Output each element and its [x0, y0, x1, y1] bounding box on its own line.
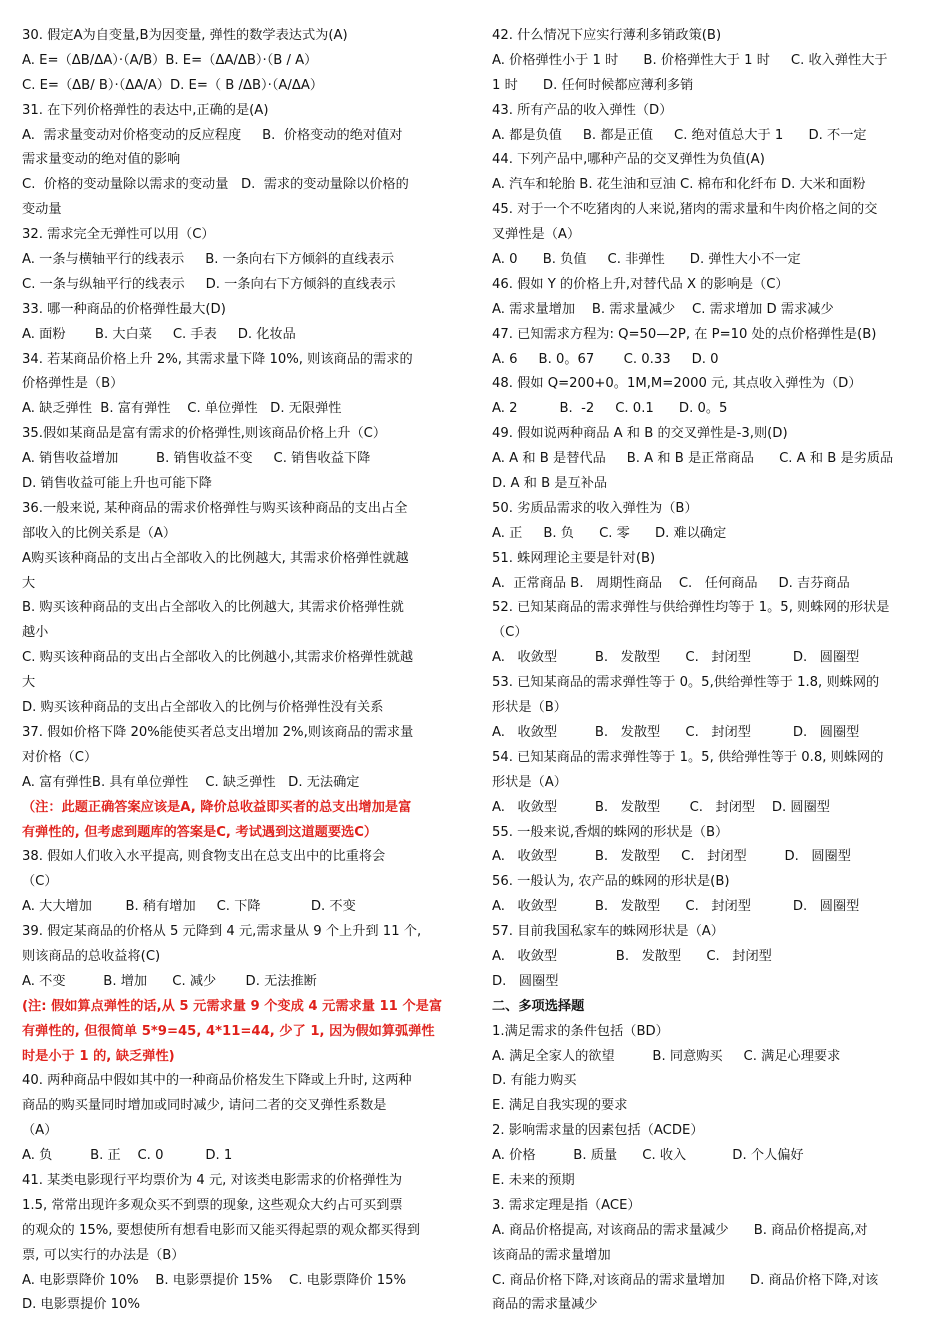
text-line: 55. 一般来说,香烟的蛛网的形状是（B）	[492, 824, 729, 840]
text-line: D. 电影票提价 10%	[22, 1297, 140, 1313]
text-line: 1.满足需求的条件包括（BD）	[492, 1023, 669, 1039]
text-line: A. 负 B. 正 C. 0 D. 1	[22, 1148, 233, 1164]
text-line: D. 购买该种商品的支出占全部收入的比例与价格弹性没有关系	[22, 700, 384, 716]
text-line: E. 满足自我实现的要求	[492, 1098, 628, 1114]
text-line: 部收入的比例关系是（A）	[22, 525, 177, 541]
text-line: 45. 对于一个不吃猪肉的人来说,猪肉的需求量和牛肉价格之间的交	[492, 202, 878, 218]
text-line: C. 商品价格下降,对该商品的需求量增加 D. 商品价格下降,对该	[492, 1272, 879, 1288]
text-line: A. 收敛型 B. 发散型 C. 封闭型	[492, 948, 772, 964]
text-line: 47. 已知需求方程为: Q=50—2P, 在 P=10 处的点价格弹性是(B)	[492, 326, 877, 342]
text-line: C. 价格的变动量除以需求的变动量 D. 需求的变动量除以价格的	[22, 177, 409, 193]
text-line: A. 2 B. -2 C. 0.1 D. 0。5	[492, 401, 728, 417]
text-line: A. 不变 B. 增加 C. 减少 D. 无法推断	[22, 973, 317, 989]
text-line: A购买该种商品的支出占全部收入的比例越大, 其需求价格弹性就越	[22, 550, 409, 566]
text-line: 需求量变动的绝对值的影响	[22, 152, 181, 168]
text-line: A. 都是负值 B. 都是正值 C. 绝对值总大于 1 D. 不一定	[492, 127, 867, 143]
note-line: 有弹性的, 但很简单 5*9=45, 4*11=44, 少了 1, 因为假如算弧弹性	[22, 1023, 435, 1039]
text-line: 39. 假定某商品的价格从 5 元降到 4 元,需求量从 9 个上升到 11 个,	[22, 924, 422, 940]
text-line: 1.5, 常常出现许多观众买不到票的现象, 这些观众大约占可买到票	[22, 1197, 403, 1213]
note-line: 有弹性的, 但考虑到题库的答案是C, 考试遇到这道题要选C）	[22, 824, 378, 840]
text-line: 2. 影响需求量的因素包括（ACDE）	[492, 1123, 704, 1139]
text-line: 35.假如某商品是富有需求的价格弹性,则该商品价格上升（C）	[22, 426, 387, 442]
text-line: 40. 两种商品中假如其中的一种商品价格发生下降或上升时, 这两种	[22, 1073, 412, 1089]
text-line: 57. 目前我国私家车的蛛网形状是（A）	[492, 924, 724, 940]
text-line: D. 销售收益可能上升也可能下降	[22, 476, 212, 492]
text-line: 52. 已知某商品的需求弹性与供给弹性均等于 1。5, 则蛛网的形状是	[492, 600, 890, 616]
text-line: 44. 下列产品中,哪种产品的交叉弹性为负值(A)	[492, 152, 765, 168]
text-line: 形状是（B）	[492, 700, 567, 716]
text-line: A. 0 B. 负值 C. 非弹性 D. 弹性大小不一定	[492, 252, 801, 268]
text-line: 33. 哪一种商品的价格弹性最大(D)	[22, 301, 226, 317]
left-column	[22, 24, 458, 1318]
text-line: （C）	[22, 874, 58, 890]
text-line: 32. 需求完全无弹性可以用（C）	[22, 227, 215, 243]
text-line: 的观众的 15%, 要想使所有想看电影而又能买得起票的观众都买得到	[22, 1222, 420, 1238]
text-line: B. 购买该种商品的支出占全部收入的比例越大, 其需求价格弹性就	[22, 600, 404, 616]
text-line: 51. 蛛网理论主要是针对(B)	[492, 550, 656, 566]
text-line: 则该商品的总收益将(C)	[22, 948, 161, 964]
text-line: 票, 可以实行的办法是（B）	[22, 1247, 185, 1263]
text-line: C. E=（ΔB/ B）·（ΔA/A）D. E=（ B /ΔB）·（A/ΔA）	[22, 77, 324, 93]
text-line: 53. 已知某商品的需求弹性等于 0。5,供给弹性等于 1.8, 则蛛网的	[492, 675, 880, 691]
text-line: 50. 劣质品需求的收入弹性为（B）	[492, 500, 698, 516]
text-line: A. 满足全家人的欲望 B. 同意购买 C. 满足心理要求	[492, 1048, 841, 1064]
text-line: A. 正常商品 B. 周期性商品 C. 任何商品 D. 吉芬商品	[492, 575, 850, 591]
text-line: C. 购买该种商品的支出占全部收入的比例越小,其需求价格弹性就越	[22, 650, 414, 666]
text-line: 30. 假定A为自变量,B为因变量, 弹性的数学表达式为(A)	[22, 28, 348, 43]
text-line: A. 需求量变动对价格变动的反应程度 B. 价格变动的绝对值对	[22, 127, 403, 143]
text-line: 56. 一般认为, 农产品的蛛网的形状是(B)	[492, 874, 730, 890]
text-line: A. 缺乏弹性 B. 富有弹性 C. 单位弹性 D. 无限弹性	[22, 401, 342, 417]
text-line: A. 需求量增加 B. 需求量减少 C. 需求增加 D 需求减少	[492, 301, 834, 317]
text-line: 商品的购买量同时增加或同时减少, 请问二者的交叉弹性系数是	[22, 1098, 387, 1114]
text-line: A. 收敛型 B. 发散型 C. 封闭型 D. 圆圈型	[492, 899, 860, 915]
text-line: A. 面粉 B. 大白菜 C. 手表 D. 化妆品	[22, 326, 296, 342]
text-line: 价格弹性是（B）	[22, 376, 124, 392]
text-line: 37. 假如价格下降 20%能使买者总支出增加 2%,则该商品的需求量	[22, 724, 414, 740]
text-line: A. 电影票降价 10% B. 电影票提价 15% C. 电影票降价 15%	[22, 1272, 407, 1288]
text-line: 34. 若某商品价格上升 2%, 其需求量下降 10%, 则该商品的需求的	[22, 351, 413, 367]
text-line: A. 价格弹性小于 1 时 B. 价格弹性大于 1 时 C. 收入弹性大于	[492, 52, 888, 68]
text-line: C. 一条与纵轴平行的线表示 D. 一条向右下方倾斜的直线表示	[22, 276, 396, 292]
text-line: 43. 所有产品的收入弹性（D）	[492, 102, 673, 118]
text-line: A. 销售收益增加 B. 销售收益不变 C. 销售收益下降	[22, 451, 371, 467]
text-line: A. 汽车和轮胎 B. 花生油和豆油 C. 棉布和化纤布 D. 大米和面粉	[492, 177, 866, 193]
text-line: 48. 假如 Q=200+0。1M,M=2000 元, 其点收入弹性为（D）	[492, 376, 862, 392]
text-line: A. 大大增加 B. 稍有增加 C. 下降 D. 不变	[22, 899, 356, 915]
text-line: D. 圆圈型	[492, 973, 559, 989]
text-line: 形状是（A）	[492, 774, 567, 790]
text-line: 1 时 D. 任何时候都应薄利多销	[492, 77, 694, 93]
text-line: 叉弹性是（A）	[492, 227, 581, 243]
text-line: A. 收敛型 B. 发散型 C. 封闭型 D. 圆圈型	[492, 724, 860, 740]
text-line: A. 6 B. 0。67 C. 0.33 D. 0	[492, 351, 719, 367]
section-heading: 二、多项选择题	[492, 998, 585, 1014]
text-line: E. 未来的预期	[492, 1172, 575, 1188]
text-line: 大	[22, 675, 36, 691]
text-line: 46. 假如 Y 的价格上升,对替代品 X 的影响是（C）	[492, 276, 789, 292]
text-line: （C）	[492, 625, 528, 641]
text-line: D. 有能力购买	[492, 1073, 577, 1089]
text-line: 变动量	[22, 202, 62, 218]
text-line: A. 富有弹性B. 具有单位弹性 C. 缺乏弹性 D. 无法确定	[22, 774, 360, 790]
text-line: D. A 和 B 是互补品	[492, 476, 608, 492]
text-line: 对价格（C）	[22, 749, 98, 765]
note-line: 时是小于 1 的, 缺乏弹性)	[22, 1048, 175, 1064]
text-line: 商品的需求量减少	[492, 1297, 598, 1313]
text-line: （A）	[22, 1123, 58, 1139]
text-line: A. 价格 B. 质量 C. 收入 D. 个人偏好	[492, 1148, 804, 1164]
text-line: A. 收敛型 B. 发散型 C. 封闭型 D. 圆圈型	[492, 650, 860, 666]
text-line: A. E=（ΔB/ΔA）·（A/B）B. E=（ΔA/ΔB）·（B / A）	[22, 52, 318, 68]
text-line: 31. 在下列价格弹性的表达中,正确的是(A)	[22, 102, 269, 118]
text-line: A. 一条与横轴平行的线表示 B. 一条向右下方倾斜的直线表示	[22, 252, 395, 268]
note-line: （注：此题正确答案应该是A, 降价总收益即买者的总支出增加是富	[22, 799, 412, 815]
text-line: 38. 假如人们收入水平提高, 则食物支出在总支出中的比重将会	[22, 849, 386, 865]
text-line: 49. 假如说两种商品 A 和 B 的交叉弹性是-3,则(D)	[492, 426, 788, 442]
text-line: A. 正 B. 负 C. 零 D. 难以确定	[492, 525, 727, 541]
text-line: 54. 已知某商品的需求弹性等于 1。5, 供给弹性等于 0.8, 则蛛网的	[492, 749, 884, 765]
text-line: A. 商品价格提高, 对该商品的需求量减少 B. 商品价格提高,对	[492, 1222, 868, 1238]
note-line: (注: 假如算点弹性的话,从 5 元需求量 9 个变成 4 元需求量 11 个是富	[22, 998, 443, 1014]
text-line: 36.一般来说, 某种商品的需求价格弹性与购买该种商品的支出占全	[22, 500, 408, 516]
right-column	[492, 24, 932, 1318]
text-line: 该商品的需求量增加	[492, 1247, 611, 1263]
text-line: 41. 某类电影现行平均票价为 4 元, 对该类电影需求的价格弹性为	[22, 1172, 403, 1188]
text-line: 越小	[22, 625, 49, 641]
text-line: 42. 什么情况下应实行薄利多销政策(B)	[492, 28, 722, 43]
text-line: A. 收敛型 B. 发散型 C. 封闭型 D. 圆圈型	[492, 799, 830, 815]
text-line: A. 收敛型 B. 发散型 C. 封闭型 D. 圆圈型	[492, 849, 851, 865]
text-line: 大	[22, 575, 36, 591]
text-line: 3. 需求定理是指（ACE）	[492, 1197, 641, 1213]
text-line: A. A 和 B 是替代品 B. A 和 B 是正常商品 C. A 和 B 是劣质品	[492, 451, 894, 467]
